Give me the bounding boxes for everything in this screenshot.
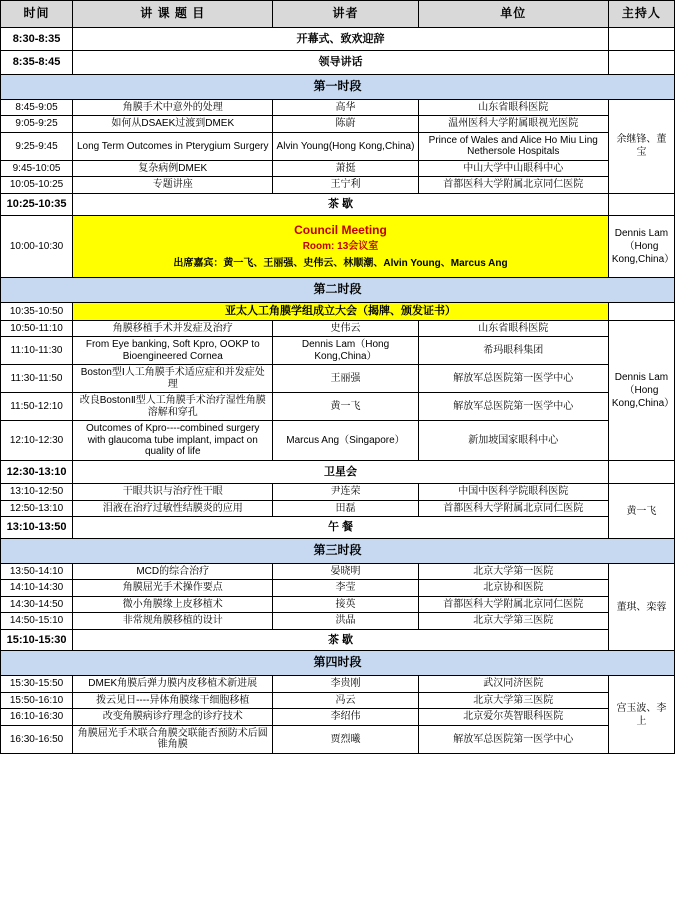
organization: 温州医科大学附属眼视光医院 (418, 116, 608, 133)
table-row (1, 629, 675, 651)
organization: 北京大学第三医院 (418, 613, 608, 630)
lecture-title: Boston型Ⅰ人工角膜手术适应症和并发症处理 (73, 365, 273, 393)
time-cell: 11:30-11:50 (1, 365, 73, 393)
time-cell: 13:50-14:10 (1, 563, 73, 580)
time-cell: 10:35-10:50 (1, 303, 73, 321)
time-cell: 10:25-10:35 (1, 193, 73, 215)
organization: 首都医科大学附属北京同仁医院 (418, 177, 608, 194)
chair-cell: 黄一飞 (608, 484, 674, 539)
table-row (1, 51, 675, 75)
speaker-name: 尹连荣 (273, 484, 418, 501)
time-cell: 9:05-9:25 (1, 116, 73, 133)
speaker-name: 李莹 (273, 580, 418, 597)
lecture-title: 干眼共识与治疗性干眼 (73, 484, 273, 501)
table-row (1, 613, 675, 630)
speaker-name: 贾烈曦 (273, 725, 418, 753)
lecture-title: Outcomes of Kpro----combined surgery with glaucoma tube implant, impact on quality of life (73, 421, 273, 461)
table-row (1, 580, 675, 597)
table-row (1, 517, 675, 539)
lecture-title: 角膜移植手术并发症及治疗 (73, 320, 273, 337)
organization: 北京协和医院 (418, 580, 608, 597)
table-row (1, 193, 675, 215)
speaker-name: 田磊 (273, 500, 418, 517)
column-header-2: 讲者 (273, 1, 418, 28)
table-row (1, 500, 675, 517)
time-cell: 12:30-13:10 (1, 460, 73, 484)
chair-cell-empty (608, 27, 674, 51)
speaker-name: 洪晶 (273, 613, 418, 630)
time-cell: 8:30-8:35 (1, 27, 73, 51)
organization: 武汉同济医院 (418, 676, 608, 693)
table-row (1, 99, 675, 116)
section-header: 第一时段 (1, 75, 675, 100)
council-title: Council Meeting (294, 222, 387, 237)
time-cell: 12:10-12:30 (1, 421, 73, 461)
session-label: 开幕式、致欢迎辞 (73, 27, 609, 51)
table-row (1, 725, 675, 753)
time-cell: 14:10-14:30 (1, 580, 73, 597)
table-row (1, 651, 675, 676)
time-cell: 15:50-16:10 (1, 692, 73, 709)
lecture-title: 泪液在治疗过敏性结膜炎的应用 (73, 500, 273, 517)
time-cell: 15:10-15:30 (1, 629, 73, 651)
session-label: 卫星会 (73, 460, 609, 484)
chair-cell-empty (608, 303, 674, 321)
chair-cell: 董琪、栾蓉 (608, 563, 674, 651)
organization: 山东省眼科医院 (418, 99, 608, 116)
session-label: 领导讲话 (73, 51, 609, 75)
speaker-name: 李绍伟 (273, 709, 418, 726)
speaker-name: 高华 (273, 99, 418, 116)
table-header-row (1, 1, 675, 28)
organization: 中山大学中山眼科中心 (418, 160, 608, 177)
speaker-name: 王丽强 (273, 365, 418, 393)
time-cell: 16:30-16:50 (1, 725, 73, 753)
table-row (1, 215, 675, 278)
break-label: 茶 歇 (73, 629, 609, 651)
column-header-0: 时间 (1, 1, 73, 28)
time-cell: 14:50-15:10 (1, 613, 73, 630)
chair-cell: Dennis Lam（Hong Kong,China） (608, 320, 674, 460)
table-row (1, 116, 675, 133)
chair-cell: 宫玉波、李上 (608, 676, 674, 754)
council-meeting-block (73, 215, 609, 278)
organization: 首都医科大学附属北京同仁医院 (418, 596, 608, 613)
time-cell: 10:00-10:30 (1, 215, 73, 278)
table-row (1, 460, 675, 484)
time-cell: 9:25-9:45 (1, 132, 73, 160)
table-row (1, 303, 675, 321)
section-header: 第三时段 (1, 539, 675, 564)
lecture-title: 改良BostonⅡ型人工角膜手术治疗湿性角膜溶解和穿孔 (73, 393, 273, 421)
organization: 北京大学第三医院 (418, 692, 608, 709)
table-row (1, 539, 675, 564)
lecture-title: 角膜屈光手术联合角膜交联能否预防术后圆锥角膜 (73, 725, 273, 753)
lecture-title: Long Term Outcomes in Pterygium Surgery (73, 132, 273, 160)
time-cell: 11:50-12:10 (1, 393, 73, 421)
speaker-name: Alvin Young(Hong Kong,China) (273, 132, 418, 160)
table-row (1, 676, 675, 693)
lecture-title: 角膜屈光手术操作要点 (73, 580, 273, 597)
chair-cell: Dennis Lam（Hong Kong,China） (608, 215, 674, 278)
column-header-1: 讲 课 题 目 (73, 1, 273, 28)
lecture-title: MCD的综合治疗 (73, 563, 273, 580)
speaker-name: 萧挺 (273, 160, 418, 177)
organization: 解放军总医院第一医学中心 (418, 393, 608, 421)
table-row (1, 160, 675, 177)
lecture-title: 如何从DSAEK过渡到DMEK (73, 116, 273, 133)
table-row (1, 337, 675, 365)
section-header: 第四时段 (1, 651, 675, 676)
speaker-name: 冯云 (273, 692, 418, 709)
chair-cell-empty (608, 193, 674, 215)
speaker-name: 陈蔚 (273, 116, 418, 133)
organization: 北京爱尔英智眼科医院 (418, 709, 608, 726)
speaker-name: 王宁利 (273, 177, 418, 194)
chair-cell: 余继锋、董宝 (608, 99, 674, 193)
table-row (1, 132, 675, 160)
break-label: 午 餐 (73, 517, 609, 539)
highlight-announcement: 亚太人工角膜学组成立大会（揭牌、颁发证书） (73, 303, 609, 321)
speaker-name: 史伟云 (273, 320, 418, 337)
table-row (1, 692, 675, 709)
column-header-4: 主持人 (608, 1, 674, 28)
organization: 山东省眼科医院 (418, 320, 608, 337)
chair-cell-empty (608, 51, 674, 75)
organization: 解放军总医院第一医学中心 (418, 365, 608, 393)
table-row (1, 484, 675, 501)
speaker-name: 晏晓明 (273, 563, 418, 580)
table-row (1, 278, 675, 303)
table-row (1, 709, 675, 726)
table-row (1, 75, 675, 100)
lecture-title: From Eye banking, Soft Kpro, OOKP to Bioengineered Cornea (73, 337, 273, 365)
lecture-title: 拨云见日----异体角膜缘干细胞移植 (73, 692, 273, 709)
organization: 解放军总医院第一医学中心 (418, 725, 608, 753)
organization: 中国中医科学院眼科医院 (418, 484, 608, 501)
time-cell: 11:10-11:30 (1, 337, 73, 365)
lecture-title: DMEK角膜后弹力膜内皮移植术新进展 (73, 676, 273, 693)
table-row (1, 27, 675, 51)
table-row (1, 177, 675, 194)
speaker-name: Marcus Ang（Singapore） (273, 421, 418, 461)
speaker-name: 李贵刚 (273, 676, 418, 693)
lecture-title: 专题讲座 (73, 177, 273, 194)
time-cell: 15:30-15:50 (1, 676, 73, 693)
lecture-title: 复杂病例DMEK (73, 160, 273, 177)
council-room: Room: 13会议室 (302, 241, 379, 253)
table-row (1, 393, 675, 421)
speaker-name: 接英 (273, 596, 418, 613)
time-cell: 9:45-10:05 (1, 160, 73, 177)
lecture-title: 改变角膜病诊疗理念的诊疗技术 (73, 709, 273, 726)
time-cell: 10:50-11:10 (1, 320, 73, 337)
break-label: 茶 歇 (73, 193, 609, 215)
column-header-3: 单位 (418, 1, 608, 28)
table-row (1, 596, 675, 613)
speaker-name: 黄一飞 (273, 393, 418, 421)
chair-cell-empty (608, 460, 674, 484)
organization: 希玛眼科集团 (418, 337, 608, 365)
time-cell: 14:30-14:50 (1, 596, 73, 613)
time-cell: 16:10-16:30 (1, 709, 73, 726)
table-row (1, 320, 675, 337)
organization: 新加坡国家眼科中心 (418, 421, 608, 461)
section-header: 第二时段 (1, 278, 675, 303)
lecture-title: 非常规角膜移植的设计 (73, 613, 273, 630)
table-row (1, 365, 675, 393)
table-row (1, 563, 675, 580)
table-row (1, 421, 675, 461)
time-cell: 10:05-10:25 (1, 177, 73, 194)
lecture-title: 角膜手术中意外的处理 (73, 99, 273, 116)
time-cell: 13:10-13:50 (1, 517, 73, 539)
council-attendees: 出席嘉宾：黄一飞、王丽强、史伟云、林顺潮、Alvin Young、Marcus Ang (173, 257, 508, 269)
organization: 首都医科大学附属北京同仁医院 (418, 500, 608, 517)
organization: 北京大学第一医院 (418, 563, 608, 580)
lecture-title: 微小角膜缘上皮移植术 (73, 596, 273, 613)
organization: Prince of Wales and Alice Ho Miu Ling Nethersole Hospitals (418, 132, 608, 160)
speaker-name: Dennis Lam（Hong Kong,China） (273, 337, 418, 365)
time-cell: 12:50-13:10 (1, 500, 73, 517)
time-cell: 8:35-8:45 (1, 51, 73, 75)
time-cell: 13:10-12:50 (1, 484, 73, 501)
time-cell: 8:45-9:05 (1, 99, 73, 116)
